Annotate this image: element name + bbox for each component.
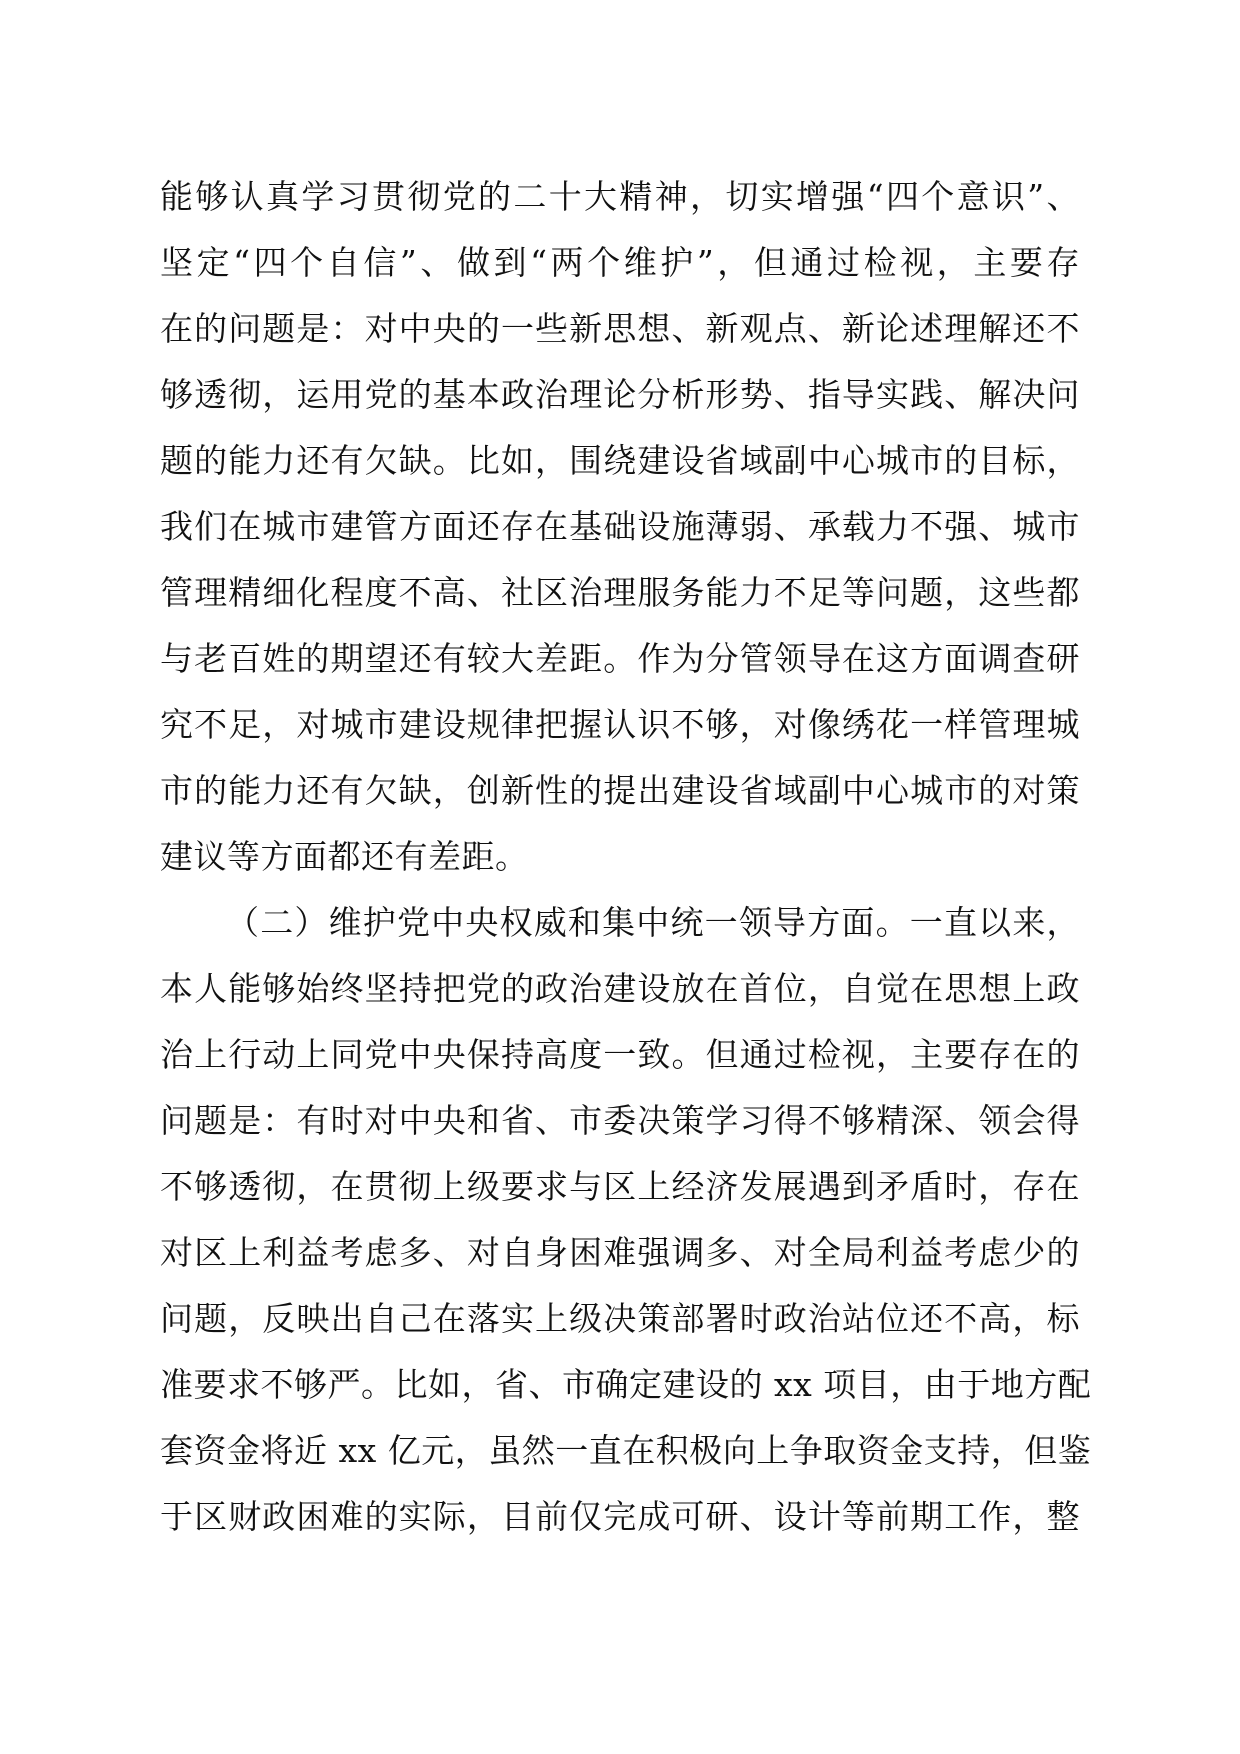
text-line: 够透彻，运用党的基本政治理论分析形势、指导实践、解决问 <box>160 375 1080 414</box>
text-line: 究不足，对城市建设规律把握认识不够，对像绣花一样管理城 <box>160 705 1080 744</box>
text-line-paragraph-end: 建议等方面都还有差距。 <box>160 837 529 876</box>
text-line: 与老百姓的期望还有较大差距。作为分管领导在这方面调查研 <box>160 639 1080 678</box>
text-line: 管理精细化程度不高、社区治理服务能力不足等问题，这些都 <box>160 573 1080 612</box>
text-line: 不够透彻，在贯彻上级要求与区上经济发展遇到矛盾时，存在 <box>160 1167 1080 1206</box>
text-line: 市的能力还有欠缺，创新性的提出建设省域副中心城市的对策 <box>160 771 1080 810</box>
text-line: 我们在城市建管方面还存在基础设施薄弱、承载力不强、城市 <box>160 507 1080 546</box>
section-heading-line: （二）维护党中央权威和集中统一领导方面。一直以来， <box>226 903 1080 942</box>
text-line: 准要求不够严。比如，省、市确定建设的 xx 项目，由于地方配 <box>160 1365 1092 1404</box>
text-line: 能够认真学习贯彻党的二十大精神，切实增强“四个意识”、 <box>160 177 1080 216</box>
text-line: 在的问题是：对中央的一些新思想、新观点、新论述理解还不 <box>160 309 1080 348</box>
text-line: 问题，反映出自己在落实上级决策部署时政治站位还不高，标 <box>160 1299 1080 1338</box>
text-line: 对区上利益考虑多、对自身困难强调多、对全局利益考虑少的 <box>160 1233 1080 1272</box>
body-text <box>160 164 1092 1550</box>
text-line: 坚定“四个自信”、做到“两个维护”，但通过检视，主要存 <box>160 243 1080 282</box>
text-line: 题的能力还有欠缺。比如，围绕建设省域副中心城市的目标， <box>160 441 1080 480</box>
text-line: 治上行动上同党中央保持高度一致。但通过检视，主要存在的 <box>160 1035 1080 1074</box>
text-line: 本人能够始终坚持把党的政治建设放在首位，自觉在思想上政 <box>160 969 1080 1008</box>
text-line: 于区财政困难的实际，目前仅完成可研、设计等前期工作，整 <box>160 1497 1080 1536</box>
text-line: 问题是：有时对中央和省、市委决策学习得不够精深、领会得 <box>160 1101 1080 1140</box>
text-line: 套资金将近 xx 亿元，虽然一直在积极向上争取资金支持，但鉴 <box>160 1431 1092 1470</box>
